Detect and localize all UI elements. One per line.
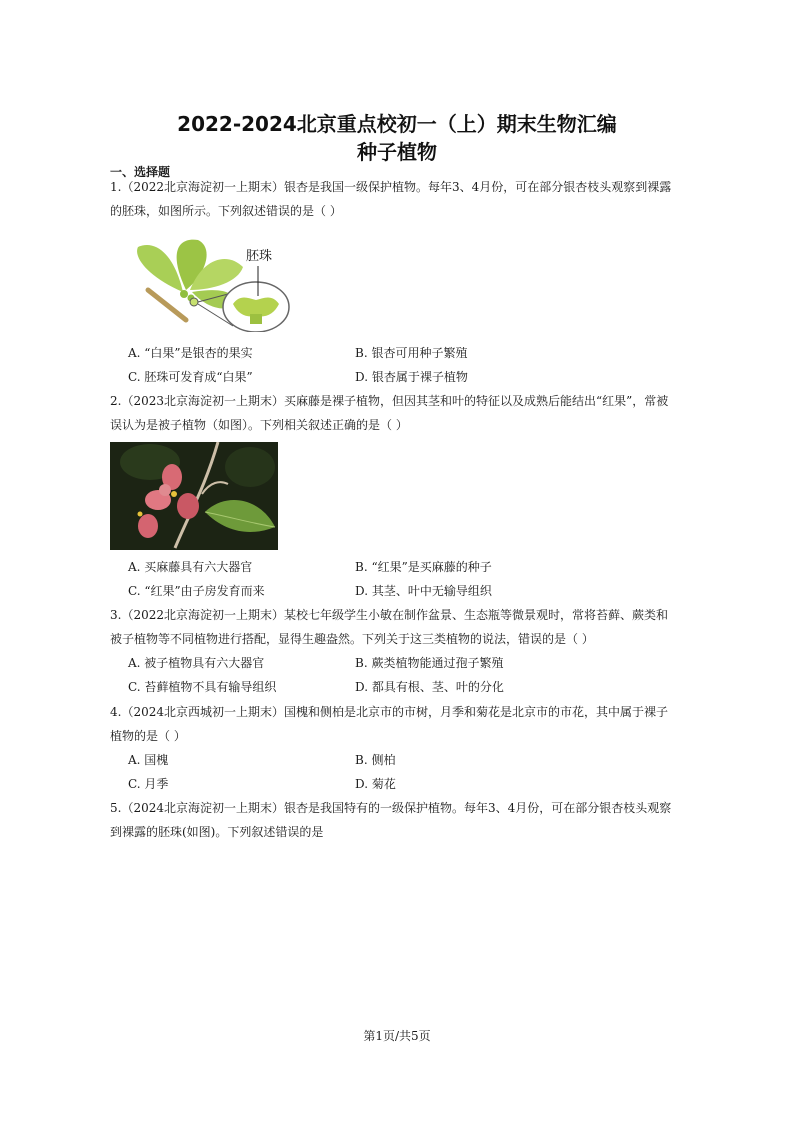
- q2-option-b: B. “红果”是买麻藤的种子: [355, 560, 492, 574]
- q3-option-d: D. 都具有根、茎、叶的分化: [355, 680, 504, 694]
- figure-label-ovule: 胚珠: [246, 249, 273, 264]
- q3-text-line1: 3.（2022北京海淀初一上期末）某校七年级学生小敏在制作盆景、生态瓶等微景观时，常将苔藓、蕨类和: [110, 608, 668, 622]
- page-footer: 第1页/共5页: [363, 1029, 431, 1043]
- q5-text-line2: 到裸露的胚珠(如图)。下列叙述错误的是: [110, 825, 324, 839]
- q3-option-c: C. 苔藓植物不具有输导组织: [128, 680, 277, 694]
- q2-text-line1: 2.（2023北京海淀初一上期末）买麻藤是裸子植物，但因其茎和叶的特征以及成熟后能结出“红果”，常被: [110, 394, 669, 408]
- document-title: 2022-2024北京重点校初一（上）期末生物汇编: [177, 112, 617, 136]
- q3-text-line2: 被子植物等不同植物进行搭配，显得生趣盎然。下列关于这三类植物的说法，错误的是（ ）: [110, 632, 594, 646]
- q2-option-a: A. 买麻藤具有六大器官: [128, 560, 253, 574]
- q1-text-line2: 的胚珠，如图所示。下列叙述错误的是（ ）: [110, 204, 342, 218]
- ginkgo-ovule-figure: [128, 232, 298, 332]
- q5-text-line1: 5.（2024北京海淀初一上期末）银杏是我国特有的一级保护植物。每年3、4月份，可在部分银杏枝头观察: [110, 801, 672, 815]
- q2-option-d: D. 其茎、叶中无输导组织: [355, 584, 492, 598]
- q1-text-line1: 1.（2022北京海淀初一上期末）银杏是我国一级保护植物。每年3、4月份，可在部分银杏枝头观察到裸露: [110, 180, 672, 194]
- document-subtitle: 种子植物: [357, 140, 437, 164]
- q4-option-b: B. 侧柏: [355, 753, 396, 767]
- q4-option-c: C. 月季: [128, 777, 169, 791]
- q1-option-d: D. 银杏属于裸子植物: [355, 370, 468, 384]
- q1-option-c: C. 胚珠可发育成“白果”: [128, 370, 253, 384]
- q1-option-b: B. 银杏可用种子繁殖: [355, 346, 468, 360]
- section-heading: 一、选择题: [110, 165, 171, 179]
- q4-text-line2: 植物的是（ ）: [110, 729, 186, 743]
- q1-option-a: A. “白果”是银杏的果实: [128, 346, 253, 360]
- q2-text-line2: 误认为是被子植物（如图）。下列相关叙述正确的是（ ）: [110, 418, 408, 432]
- q4-option-a: A. 国槐: [128, 753, 169, 767]
- q4-option-d: D. 菊花: [355, 777, 396, 791]
- q2-option-c: C. “红果”由子房发育而来: [128, 584, 265, 598]
- gnetum-red-fruit-photo: [110, 442, 278, 550]
- q3-option-a: A. 被子植物具有六大器官: [128, 656, 265, 670]
- q4-text-line1: 4.（2024北京西城初一上期末）国槐和侧柏是北京市的市树，月季和菊花是北京市的市花，其中属于裸子: [110, 705, 668, 719]
- q3-option-b: B. 蕨类植物能通过孢子繁殖: [355, 656, 504, 670]
